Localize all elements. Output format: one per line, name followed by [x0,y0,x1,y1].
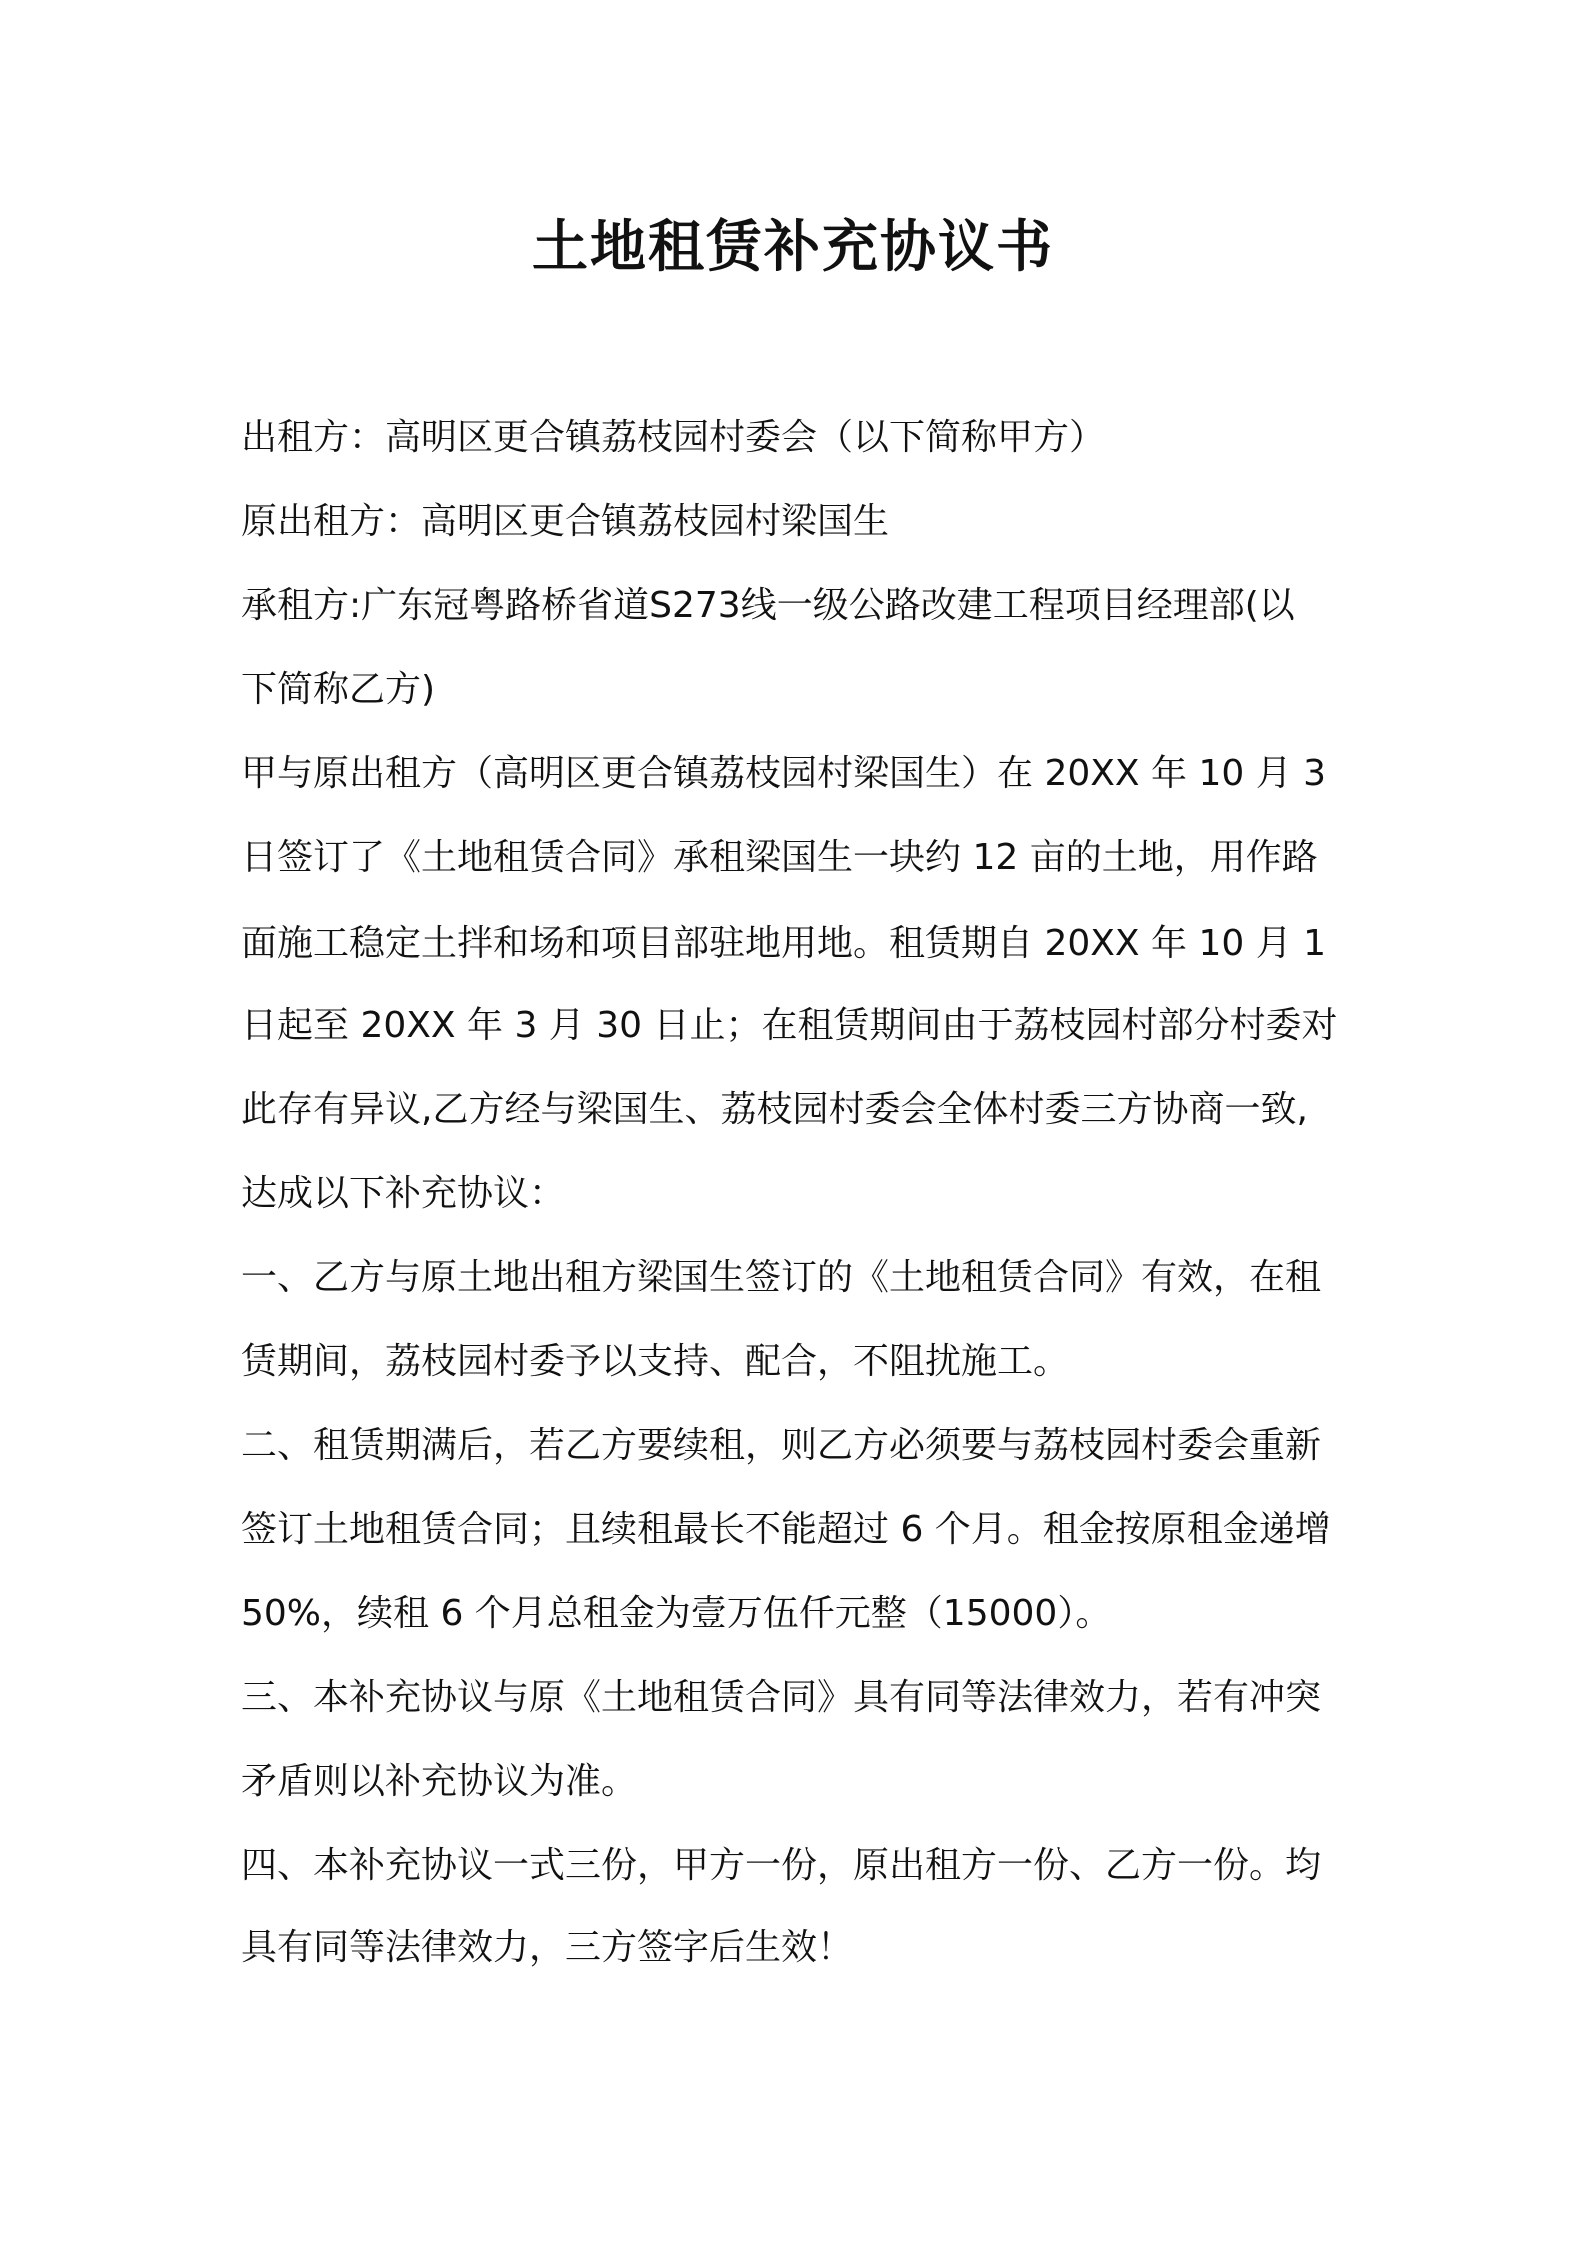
preamble-line: 日签订了《土地租赁合同》承租梁国生一块约 12 亩的土地，用作路 [241,837,1318,878]
lessee-line-continued: 下简称乙方) [241,669,436,710]
clause-3-line: 矛盾则以补充协议为准。 [241,1761,638,1802]
clause-1-line: 一、乙方与原土地出租方梁国生签订的《土地租赁合同》有效，在租 [241,1257,1322,1298]
clause-2-line: 二、租赁期满后，若乙方要续租，则乙方必须要与荔枝园村委会重新 [241,1425,1322,1466]
clause-1-line: 赁期间，荔枝园村委予以支持、配合，不阻扰施工。 [241,1341,1070,1382]
clause-3-line: 三、本补充协议与原《土地租赁合同》具有同等法律效力，若有冲突 [241,1677,1322,1718]
preamble-line: 此存有异议,乙方经与梁国生、荔枝园村委会全体村委三方协商一致, [241,1089,1308,1130]
lessee-line: 承租方:广东冠粤路桥省道S273线一级公路改建工程项目经理部(以 [241,585,1295,626]
preamble-line: 达成以下补充协议： [241,1173,566,1214]
lessor-line: 出租方：高明区更合镇荔枝园村委会（以下简称甲方） [241,417,1106,458]
clause-2-line: 50%，续租 6 个月总租金为壹万伍仟元整（15000）。 [241,1593,1112,1634]
clause-4-line: 四、本补充协议一式三份，甲方一份，原出租方一份、乙方一份。均 [241,1845,1322,1886]
preamble-line: 甲与原出租方（高明区更合镇荔枝园村梁国生）在 20XX 年 10 月 3 [241,753,1327,794]
preamble-line: 面施工稳定土拌和场和项目部驻地用地。租赁期自 20XX 年 10 月 1 [241,923,1327,964]
clause-4-line: 具有同等法律效力，三方签字后生效！ [241,1927,854,1968]
document-title: 土地租赁补充协议书 [532,215,1054,280]
preamble-line: 日起至 20XX 年 3 月 30 日止；在租赁期间由于荔枝园村部分村委对 [241,1005,1338,1046]
clause-2-line: 签订土地租赁合同；且续租最长不能超过 6 个月。租金按原租金递增 [241,1509,1331,1550]
original-lessor-line: 原出租方：高明区更合镇荔枝园村梁国生 [241,501,890,542]
